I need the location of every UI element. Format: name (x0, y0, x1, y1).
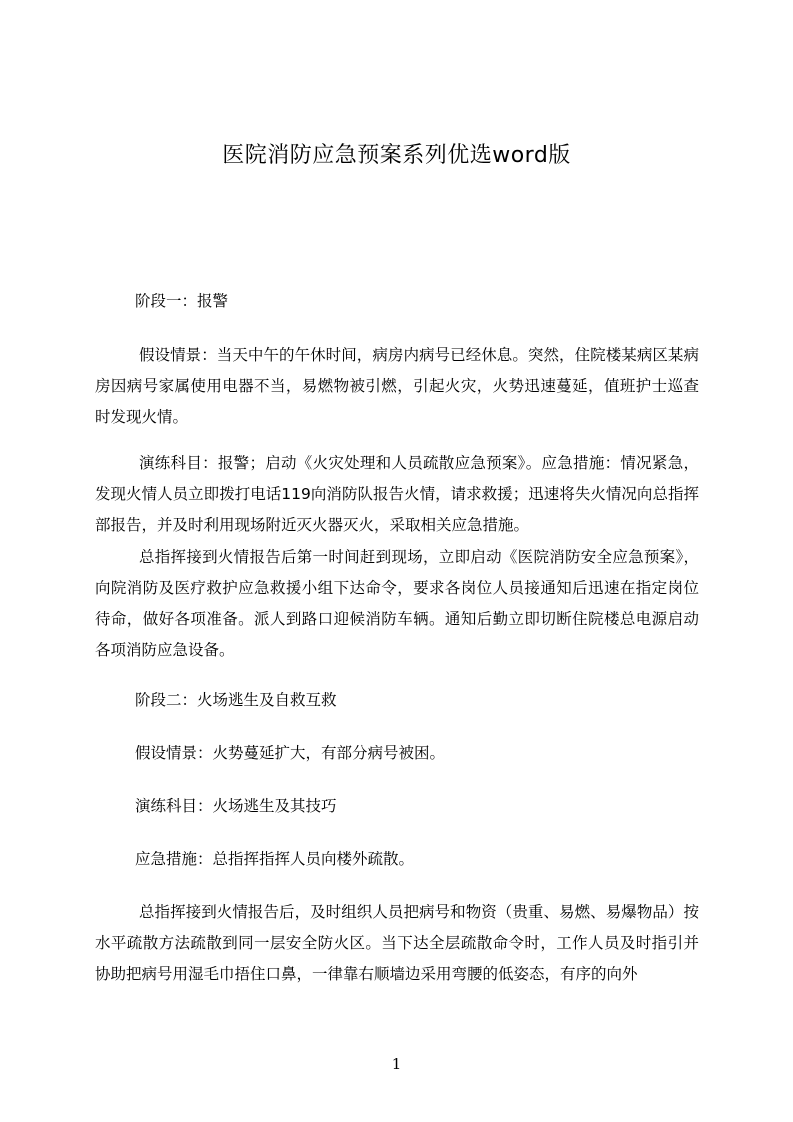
document-title: 医院消防应急预案系列优选word版 (222, 143, 571, 168)
emergency-measures-line: 应急措施：总指挥指挥人员向楼外疏散。 (135, 850, 415, 868)
drill-two-line: 演练科目：火场逃生及其技巧 (135, 797, 337, 815)
stage-one-heading: 阶段一：报警 (135, 292, 229, 310)
page-number: 1 (391, 1055, 402, 1073)
paragraph-commander-response: 总指挥接到火情报告后第一时间赶到现场，立即启动《医院消防安全应急预案》，向院消防及医疗救护应急救援小组下达命令，要求各岗位人员接通知后迅速在指定岗位待命，做好各项准备。派人到路口迎候消防车辆。通知后勤立即切断住院楼总电源启动各项消防应急设备。 (95, 548, 699, 659)
scenario-two-line: 假设情景：火势蔓延扩大，有部分病号被困。 (135, 744, 446, 762)
paragraph-evacuation: 总指挥接到火情报告后，及时组织人员把病号和物资（贵重、易燃、易爆物品）按水平疏散方法疏散到同一层安全防火区。当下达全层疏散命令时，工作人员及时指引并协助把病号用湿毛巾捂住口鼻，一律靠右顺墙边采用弯腰的低姿态，有序的向外 (95, 903, 699, 983)
stage-two-heading: 阶段二：火场逃生及自救互救 (135, 691, 337, 709)
paragraph-scenario-one: 假设情景：当天中午的午休时间，病房内病号已经休息。突然，住院楼某病区某病房因病号家属使用电器不当，易燃物被引燃，引起火灾，火势迅速蔓延，值班护士巡查时发现火情。 (95, 346, 699, 426)
paragraph-drill-one: 演练科目：报警；启动《火灾处理和人员疏散应急预案》。应急措施：情况紧急，发现火情人员立即拨打电话119向消防队报告火情，请求救援；迅速将失火情况向总指挥部报告，并及时利用现场附近灭火器灭火，采取相关应急措施。 (95, 454, 699, 534)
